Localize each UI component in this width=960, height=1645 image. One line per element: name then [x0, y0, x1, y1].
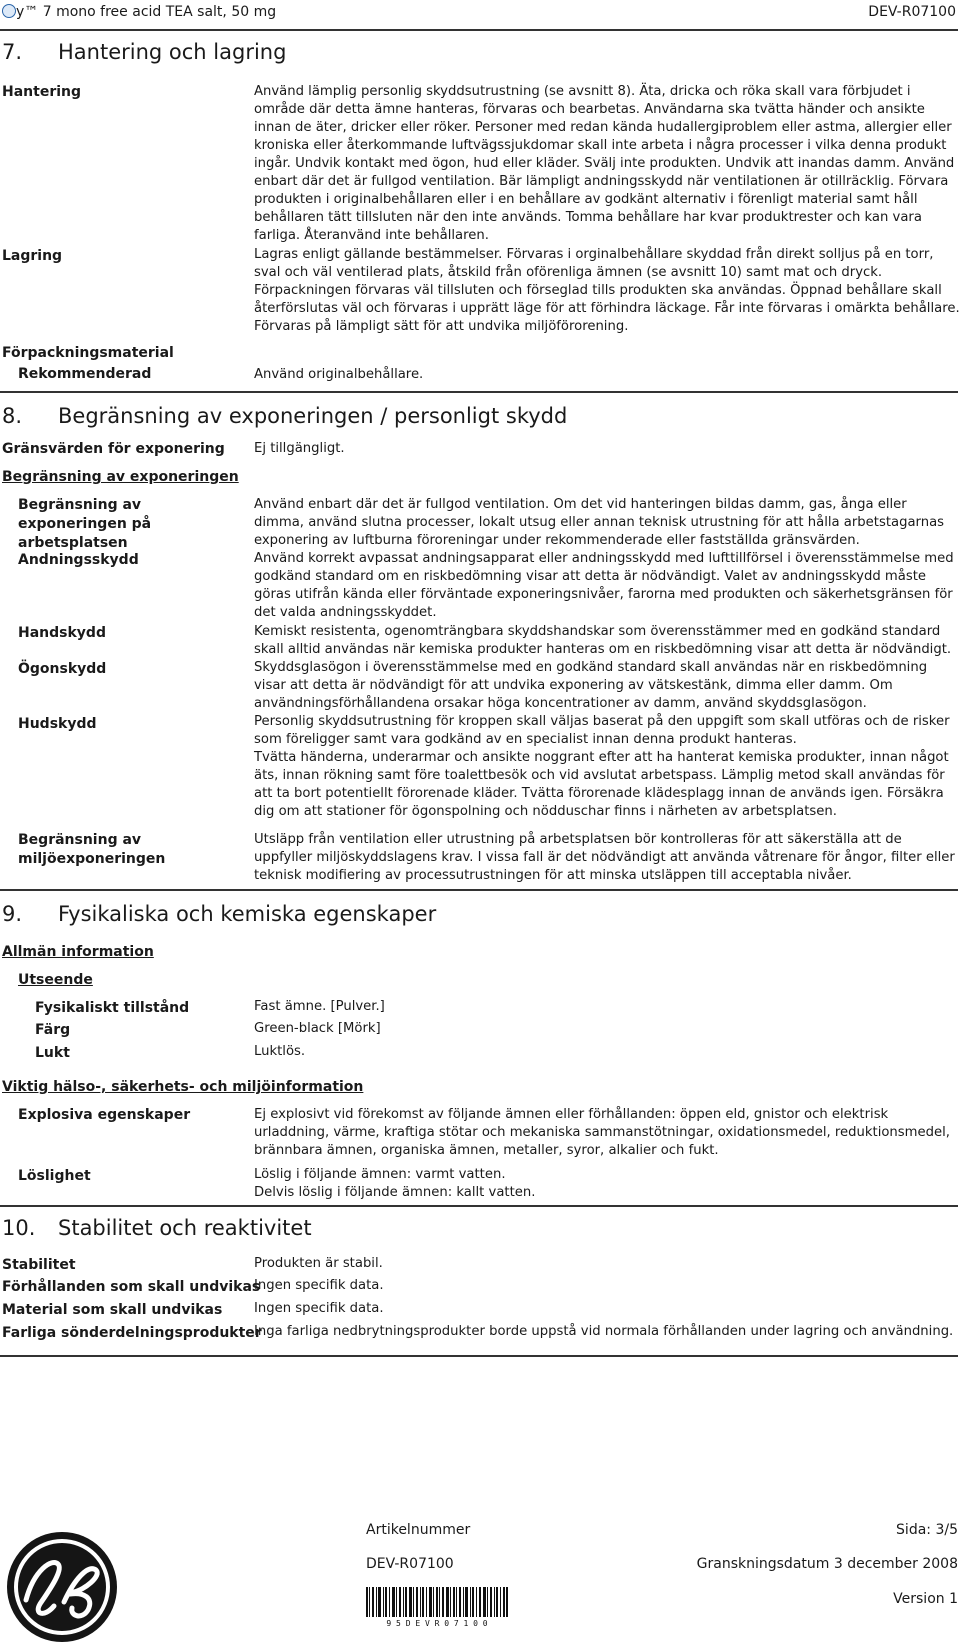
section-9-heading [2, 902, 436, 926]
product-title: y™ 7 mono free acid TEA salt, 50 mg [16, 4, 277, 20]
page-number: Sida: 3/5 [896, 1522, 958, 1538]
artikelnummer-value: DEV-R07100 [366, 1556, 454, 1572]
andningsskydd-text: Använd korrekt avpassat andningsapparat eller andningsskydd med lufttillförsel i överensstämmelse med godkänd standard om en riskbedömning visar att detta är nödvändigt. Valet av andningsskydd måste göras utifrån kända eller förväntade exponeringsnivåer, farorna med produkten och säkerhetsgränsen för det valda andningsskyddet. [254, 551, 954, 620]
viktig-information-label: Viktig hälso-, säkerhets- och miljöinformation [2, 1079, 364, 1095]
farg-label: Färg [35, 1022, 71, 1038]
rekommenderad-label: Rekommenderad [18, 366, 152, 382]
handskydd-text: Kemiskt resistenta, ogenomträngbara skyddshandskar som överensstämmer med en godkänd standard skall alltid användas när kemiska produkter hanteras om en riskbedömning visar att detta är nödvändigt. [254, 624, 952, 657]
loslighet-label: Löslighet [18, 1168, 91, 1184]
miljoexponering-text: Utsläpp från ventilation eller utrustning på arbetsplatsen bör kontrolleras för att säkerställa att de uppfyller miljöskyddslagens krav. I vissa fall är det nödvändigt att använda våtrenare för ångor, filter eller teknisk modifiering av processutrustningen för att minska utsläppen till acceptabla nivåer. [254, 832, 955, 883]
barcode-text: 9 5 D E V R 0 7 1 0 0 [386, 1619, 488, 1627]
utseende-label: Utseende [18, 972, 93, 988]
handskydd-label: Handskydd [18, 625, 106, 641]
divider [0, 391, 958, 393]
gransvarden-text: Ej tillgängligt. [254, 441, 345, 456]
lukt-text: Luktlös. [254, 1044, 306, 1059]
lagring-label: Lagring [2, 248, 63, 264]
hudskydd-label: Hudskydd [18, 716, 97, 732]
gransvarden-label: Gränsvärden för exponering [2, 441, 225, 457]
arbetsplatsen-text: Använd enbart där det är fullgod ventilation. Om det vid hanteringen bildas damm, gas, ånga eller dimma, använd slutna processer, lokalt utsug eller annan teknisk utrustning för att hålla arbetstagarnas exponering av luftburna föroreningar under rekommenderade eller fastställda gränsvärden. [254, 497, 945, 548]
section-title: Stabilitet och reaktivitet [58, 1216, 312, 1240]
section-number: 10. [2, 1216, 36, 1240]
barcode-icon [366, 1587, 508, 1627]
version: Version 1 [893, 1591, 958, 1607]
hantering-label: Hantering [2, 84, 82, 100]
section-number: 8. [2, 404, 23, 428]
loslighet-text [254, 1166, 960, 1202]
farliga-label: Farliga sönderdelningsprodukter [2, 1325, 262, 1341]
explosiva-egenskaper-label: Explosiva egenskaper [18, 1107, 191, 1123]
miljoexponering-label: Begränsning av miljöexponeringen [18, 832, 166, 867]
section-title: Hantering och lagring [58, 40, 287, 64]
product-logo-icon [2, 4, 16, 18]
divider [0, 29, 958, 31]
material-text: Ingen specifik data. [254, 1301, 384, 1316]
stabilitet-label: Stabilitet [2, 1257, 76, 1273]
divider [0, 889, 958, 891]
material-label: Material som skall undvikas [2, 1302, 223, 1318]
hudskydd-text [254, 713, 960, 821]
arbetsplatsen-label: Begränsning av exponeringen på arbetsplatsen [18, 497, 152, 551]
explosiva-egenskaper-text: Ej explosivt vid förekomst av följande ämnen eller förhållanden: öppen eld, gnistor och elektrisk urladdning, värme, kraftiga stötar och mekaniska sammanstötningar, oxidationsmedel, reduktionsmedel, brännbara ämnen, organiska ämnen, metaller, syror, alkalier och fukt. [254, 1107, 950, 1158]
section-number: 9. [2, 902, 23, 926]
page-header [0, 0, 958, 26]
section-title: Begränsning av exponeringen / personligt skydd [58, 404, 568, 428]
hygien-paragraph: Tvätta händerna, underarmar och ansikte noggrant efter att ha hanterat kemiska produkter, innan något äts, innan rökning samt före toalettbesök och vid avslutat arbetspass. Lämplig metod skall användas för att ta bort potentiellt förorenade kläder. Tvätta förorenade klädesplagg innan de används igen. Försäkra dig om att stationer för ögonspolning och nödduschar finns i närheten av arbetsplatsen. [254, 750, 949, 819]
lagring-text: Lagras enligt gällande bestämmelser. Förvaras i orginalbehållare skyddad från direkt solljus på en torr, sval och väl ventilerad plats, åtskild från oförenliga ämnen (se avsnitt 10) samt mat och dryck. Förpackningen förvaras väl tillsluten och förseglad tills produkten ska användas. Öppnad behållare skall återförslutas väl och förvaras i upprätt läge för att förhindra läckage. Får inte förvaras i omärkta behållare. Förvaras på lämpligt sätt för att undvika miljöförorening. [254, 247, 960, 334]
hantering-text: Använd lämplig personlig skyddsutrustning (se avsnitt 8). Äta, dricka och röka skall vara förbjudet i område där detta ämne hanteras, förvaras och bearbetas. Användarna ska tvätta händer och ansikte innan de äter, dricker eller röker. Personer med redan kända hudallergiproblem eller astma, allergier eller kroniska eller återkommande luftvägssjukdomar skall inte arbeta i några processer i vilka denna produkt ingår. Undvik kontakt med ögon, hud eller kläder. Svälj inte produkten. Undvik att inandas damm. Använd enbart där det är fullgod ventilation. Bär lämpligt andningsskydd när ventilationen är otillräcklig. Förvara produkten i originalbehållaren eller i en behållare av godkänt alternativ i förenligt material samt håll behållaren tätt tillsluten när den inte används. Tomma behållare har kvar produktrester och kan vara farliga. Återanvänd inte behållaren. [254, 84, 955, 243]
section-number: 7. [2, 40, 23, 64]
lukt-label: Lukt [35, 1045, 70, 1061]
andningsskydd-label: Andningsskydd [18, 552, 139, 568]
farliga-text: Inga farliga nedbrytningsprodukter borde uppstå vid normala förhållanden under lagring och användning. [254, 1324, 954, 1339]
divider [0, 1355, 958, 1357]
ge-logo-icon [4, 1530, 120, 1644]
artikelnummer-label: Artikelnummer [366, 1522, 471, 1538]
loslighet-line-2: Delvis löslig i följande ämnen: kallt vatten. [254, 1185, 536, 1200]
forpackningsmaterial-label: Förpackningsmaterial [2, 345, 174, 361]
begransning-label: Begränsning av exponeringen [2, 469, 239, 485]
forhallanden-label: Förhållanden som skall undvikas [2, 1279, 261, 1295]
allman-information-label: Allmän information [2, 944, 154, 960]
section-title: Fysikaliska och kemiska egenskaper [58, 902, 437, 926]
section-10-heading [2, 1216, 312, 1240]
section-8-heading [2, 404, 567, 428]
ogonskydd-text: Skyddsglasögon i överensstämmelse med en godkänd standard skall användas när en riskbedömning visar att detta är nödvändigt för att undvika exponering av vätskestänk, dimma eller damm. Om användningsförhållandena orsakar höga koncentrationer av damm, använd skyddsglasögon. [254, 660, 928, 711]
loslighet-line-1: Löslig i följande ämnen: varmt vatten. [254, 1167, 506, 1182]
farg-text: Green-black [Mörk] [254, 1021, 381, 1036]
section-7-heading [2, 40, 286, 64]
ogonskydd-label: Ögonskydd [18, 661, 107, 677]
stabilitet-text: Produkten är stabil. [254, 1256, 383, 1271]
fysikaliskt-tillstand-text: Fast ämne. [Pulver.] [254, 999, 385, 1014]
rekommenderad-text: Använd originalbehållare. [254, 367, 424, 382]
review-date: Granskningsdatum 3 december 2008 [696, 1556, 958, 1572]
divider [0, 1205, 958, 1207]
hudskydd-paragraph: Personlig skyddsutrustning för kroppen skall väljas baserat på den uppgift som skall utföras och de risker som föreligger samt vara godkänd av en specialist innan denna produkt hanteras. [254, 714, 950, 747]
fysikaliskt-tillstand-label: Fysikaliskt tillstånd [35, 1000, 190, 1016]
forhallanden-text: Ingen specifik data. [254, 1278, 384, 1293]
product-code: DEV-R07100 [868, 4, 956, 20]
